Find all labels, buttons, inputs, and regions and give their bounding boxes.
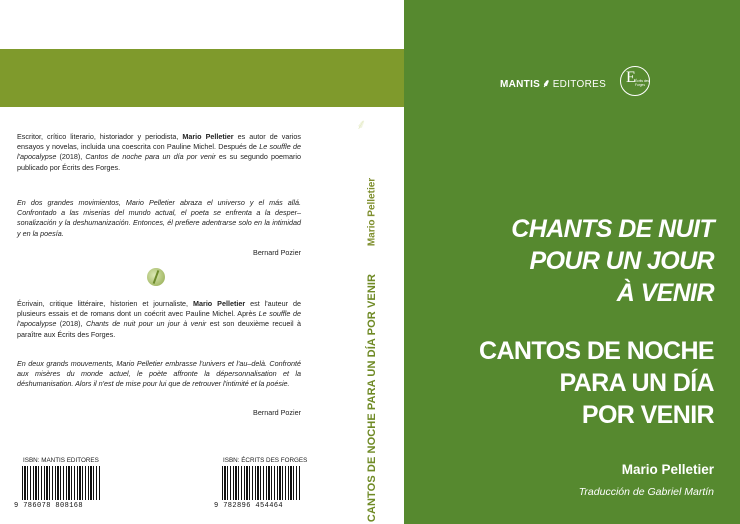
spine-author: Mario Pelletier (366, 177, 378, 247)
isbn-number-ecrits: 9 782896 454464 (214, 502, 284, 510)
french-title-line: À VENIR (616, 279, 714, 307)
bio-text: est l'auteur de plusieurs essais et de romans dont un coécrit avec Pauline Michel. Après (17, 299, 301, 319)
bio-text: es su segundo poemario publicado por Écrits des Forges. (17, 152, 301, 172)
spine-title: CANTOS DE NOCHE PARA UN DÍA POR VENIR (366, 273, 378, 523)
spanish-title-line: PARA UN DÍA (559, 369, 714, 397)
spanish-quote: En dos grandes movimientos, Mario Pelletier abraza el universo y el más allá. Confrontado a las miserias del mundo actual, el poeta se enfrenta a la desper–sonalización y la deshumanización. Entonces, él prefiere adentrarse solo en la intimidad y en la poesía. (17, 198, 301, 238)
leaf-icon: ⸙ (356, 116, 367, 132)
french-bio (17, 299, 301, 340)
spanish-bio (17, 132, 301, 173)
bio-book-title: Cantos de noche para un día por venir (85, 152, 216, 162)
bio-author-name: Mario Pelletier (193, 299, 246, 308)
bio-author-name: Mario Pelletier (182, 132, 234, 141)
spanish-title-line: CANTOS DE NOCHE (478, 337, 714, 365)
spanish-signature: Bernard Pozier (253, 248, 301, 257)
front-translator: Traducción de Gabriel Martín (578, 486, 714, 498)
ecrits-des-forges-logo (620, 66, 650, 96)
spine-color-band (340, 49, 404, 132)
coeditor-text: Écrits des Forges (635, 79, 649, 87)
bio-text: es autor de varios ensayos y novelas, incluida una coescrita con Pauline Michel. Después de (17, 132, 301, 152)
spanish-title-line: POR VENIR (581, 401, 714, 429)
coeditor-letter: E (626, 69, 636, 86)
olive-ornament-icon (147, 268, 165, 286)
book-spine (340, 0, 404, 524)
publisher-name-rest: EDITORES (552, 79, 607, 90)
isbn-number-mantis: 9 786078 808168 (14, 502, 84, 510)
front-author: Mario Pelletier (621, 462, 714, 477)
mantis-logo (500, 76, 606, 91)
bio-book-title: Le souffle de l'apocalypse (17, 309, 301, 329)
french-signature: Bernard Pozier (253, 408, 301, 417)
bio-text: (2018), (56, 319, 86, 329)
back-color-band (0, 49, 340, 107)
back-cover (0, 0, 340, 524)
isbn-label-ecrits: ISBN: ÉCRITS DES FORGES (223, 457, 308, 464)
bio-text: Escritor, crítico literario, historiador y periodista, (17, 132, 183, 141)
bio-text: est son deuxième recueil à paraître aux Écrits des Forges. (17, 319, 301, 339)
spanish-title (479, 335, 714, 431)
bio-book-title: Le souffle de l'apocalypse (17, 142, 301, 162)
bio-text: (2018), (56, 152, 86, 162)
isbn-label-mantis: ISBN: MANTIS EDITORES (23, 457, 99, 464)
barcode-mantis (22, 466, 100, 500)
french-quote: En deux grands mouvements, Mario Pelletier embrasse l'univers et l'au–delà. Confronté aux misères du monde actuel, le poète affronte la dépersonnalisation et la déshumanisation. Alors il n'est de mise pour lui que de retrouver l'intimité et la poésie. (17, 359, 301, 389)
french-title-line: POUR UN JOUR (529, 247, 714, 275)
publisher-name: MANTIS (500, 79, 541, 90)
french-title-line: CHANTS DE NUIT (511, 215, 714, 243)
bio-text: Écrivain, critique littéraire, historien et journaliste, (17, 299, 194, 308)
barcode-ecrits (222, 466, 300, 500)
bio-book-title: Chants de nuit pour un jour à venir (85, 319, 207, 329)
mantis-icon: ⸙ (542, 78, 551, 90)
front-cover (404, 0, 740, 524)
french-title (511, 213, 714, 309)
